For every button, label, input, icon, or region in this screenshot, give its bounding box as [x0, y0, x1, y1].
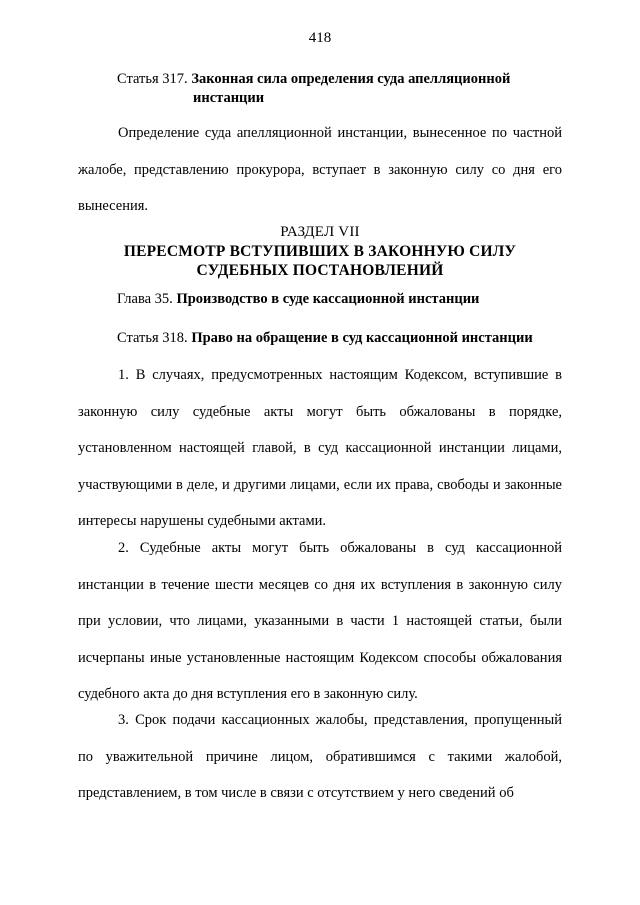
chapter-heading [117, 291, 587, 308]
article-318-paragraph-1: 1. В случаях, предусмотренных настоящим Кодексом, вступившие в законную силу судебные акты могут быть обжалованы в порядке, установленном настоящей главой, в суд кассационной инстанции лицами, участвующими в деле, и другими лицами, если их права, свободы и законные интересы нарушены судебными актами. [78, 367, 562, 529]
article-318-paragraph-2: 2. Судебные акты могут быть обжалованы в суд кассационной инстанции в течение шести месяцев со дня их вступления в законную силу при условии, что лицами, указанными в части 1 настоящей статьи, были исчерпаны иные установленные настоящим Кодексом способы обжалования судебного акта до дня вступления его в законную силу. [78, 540, 562, 702]
chapter-title: Производство в суде кассационной инстанции [176, 291, 480, 307]
article-317-paragraph: Определение суда апелляционной инстанции, вынесенное по частной жалобе, представлению прокурора, вступает в законную силу со дня его вынесения. [78, 125, 562, 214]
article-318-heading [117, 329, 587, 348]
page-number: 418 [308, 30, 332, 46]
article-317-heading [117, 70, 587, 108]
section-title: ПЕРЕСМОТР ВСТУПИВШИХ В ЗАКОННУЮ СИЛУ СУДЕБНЫХ ПОСТАНОВЛЕНИЙ [123, 243, 517, 279]
article-317-title-continued: инстанции [193, 90, 265, 106]
article-318-paragraph-3: 3. Срок подачи кассационных жалобы, представления, пропущенный по уважительной причине лицом, обратившимся с такими жалобой, представлением, в том числе в связи с отсутствием у него сведений об [78, 712, 562, 801]
section-label: РАЗДЕЛ VII [280, 224, 360, 240]
article-318-title: Право на обращение в суд кассационной инстанции [191, 330, 533, 346]
article-317-title: Законная сила определения суда апелляционной [191, 71, 511, 87]
article-317-label: Статья 317. [117, 71, 188, 87]
chapter-label: Глава 35. [117, 291, 173, 307]
article-318-label: Статья 318. [117, 330, 188, 346]
